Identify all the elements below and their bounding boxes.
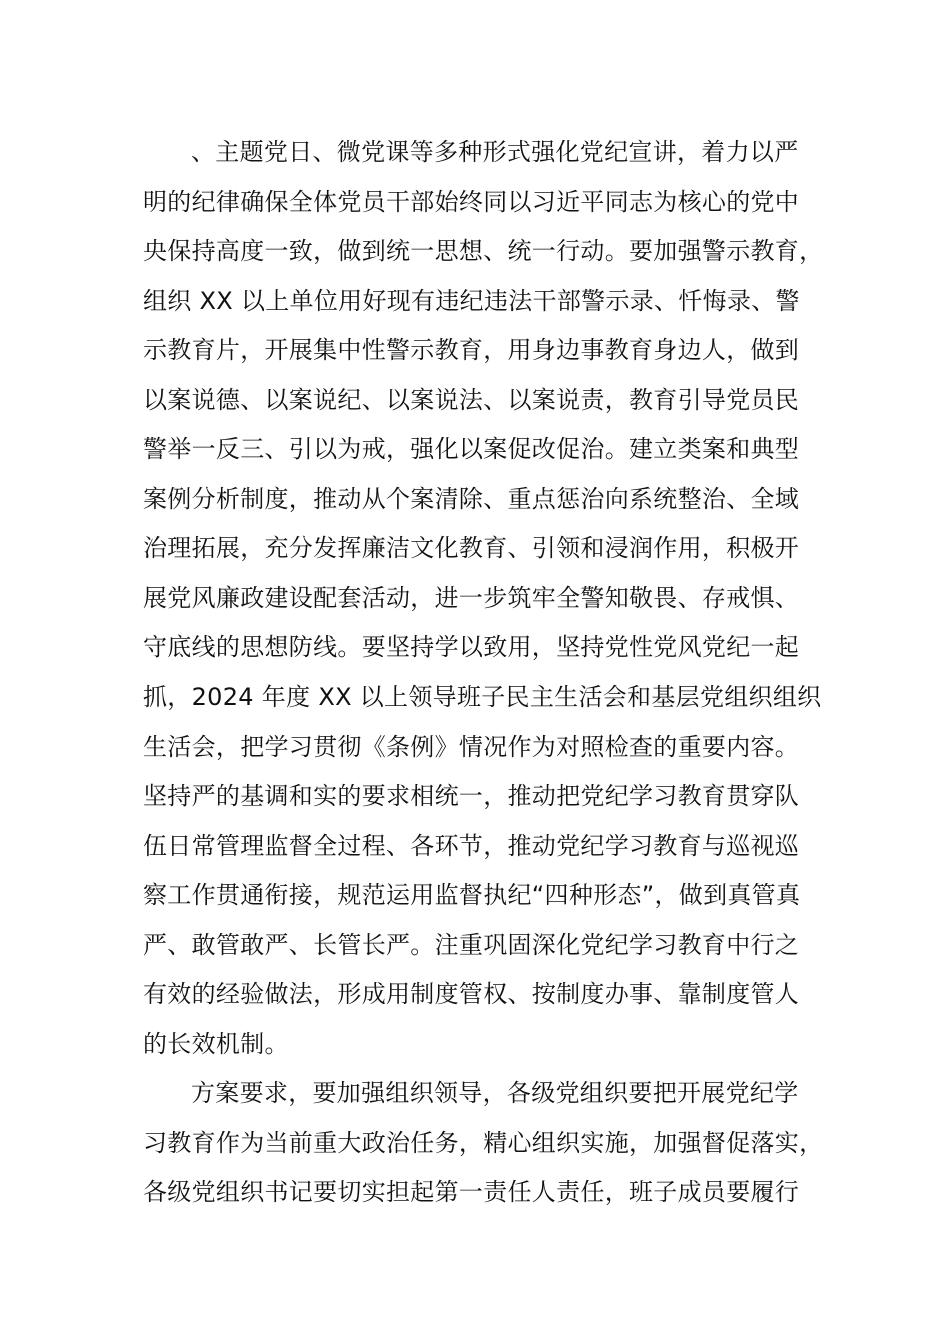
text-line: 明的纪律确保全体党员干部始终同以习近平同志为核心的党中 xyxy=(143,187,800,216)
text-line: 示教育片，开展集中性警示教育，用身边事教育身边人，做到 xyxy=(143,336,800,365)
text-line: 组织 XX 以上单位用好现有违纪违法干部警示录、忏悔录、警 xyxy=(143,286,800,315)
text-line: 以案说德、以案说纪、以案说法、以案说责，教育引导党员民 xyxy=(143,385,800,414)
text-line: 坚持严的基调和实的要求相统一，推动把党纪学习教育贯穿队 xyxy=(143,782,800,811)
text-line: 警举一反三、引以为戒，强化以案促改促治。建立类案和典型 xyxy=(143,435,800,464)
text-line: 察工作贯通衔接，规范运用监督执纪“四种形态”，做到真管真 xyxy=(143,881,801,910)
text-line: 各级党组织书记要切实担起第一责任人责任，班子成员要履行 xyxy=(143,1178,800,1207)
text-line: 生活会，把学习贯彻《条例》情况作为对照检查的重要内容。 xyxy=(143,732,800,761)
text-line: 守底线的思想防线。要坚持学以致用，坚持党性党风党纪一起 xyxy=(143,633,800,662)
text-line: 治理拓展，充分发挥廉洁文化教育、引领和浸润作用，积极开 xyxy=(143,534,800,563)
body-text xyxy=(143,128,843,1218)
text-line: 习教育作为当前重大政治任务，精心组织实施，加强督促落实， xyxy=(143,1128,824,1157)
text-line: 、主题党日、微党课等多种形式强化党纪宣讲，着力以严 xyxy=(191,138,799,166)
text-line: 方案要求，要加强组织领导，各级党组织要把开展党纪学 xyxy=(191,1079,799,1108)
text-line: 伍日常管理监督全过程、各环节，推动党纪学习教育与巡视巡 xyxy=(143,831,800,860)
text-line: 严、敢管敢严、长管长严。注重巩固深化党纪学习教育中行之 xyxy=(143,930,800,959)
text-line: 案例分析制度，推动从个案清除、重点惩治向系统整治、全域 xyxy=(143,484,800,513)
text-line: 的长效机制。 xyxy=(143,1029,289,1058)
text-line: 抓，2024 年度 XX 以上领导班子民主生活会和基层党组织组织 xyxy=(143,683,822,712)
text-line: 央保持高度一致，做到统一思想、统一行动。要加强警示教育， xyxy=(143,237,824,266)
text-line: 展党风廉政建设配套活动，进一步筑牢全警知敬畏、存戒惧、 xyxy=(143,583,800,612)
text-line: 有效的经验做法，形成用制度管权、按制度办事、靠制度管人 xyxy=(143,980,800,1009)
